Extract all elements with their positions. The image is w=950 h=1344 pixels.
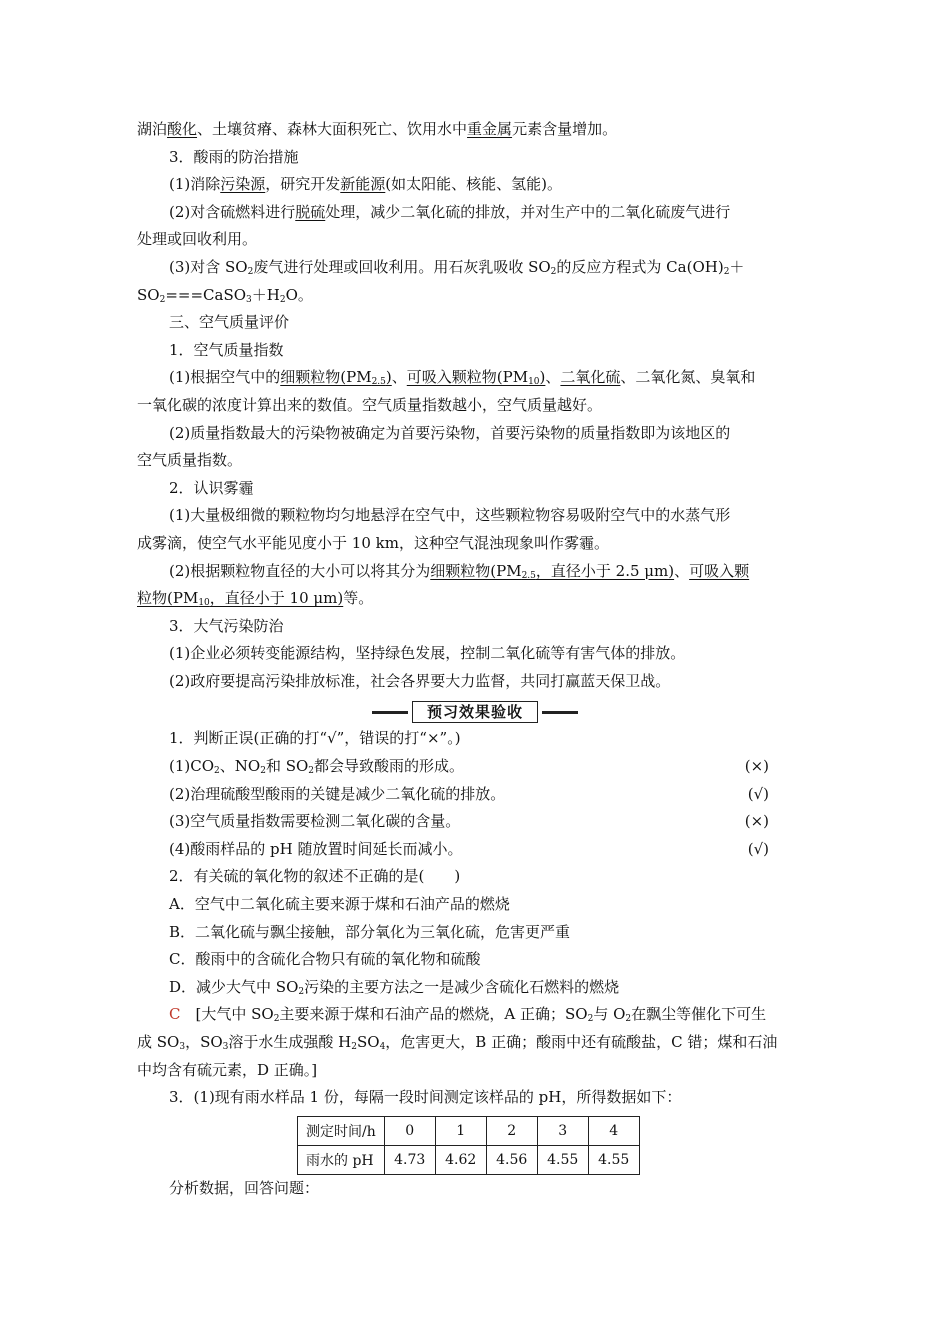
subscript: 2 bbox=[723, 266, 730, 277]
underlined-term: 新能源 bbox=[340, 175, 386, 194]
subscript: 2 bbox=[587, 1014, 594, 1025]
text: 的反应方程式为 Ca(OH) bbox=[556, 257, 724, 276]
banner-left-bar bbox=[372, 711, 408, 714]
subscript: 2.5 bbox=[371, 377, 386, 388]
text: (2)根据颗粒物直径的大小可以将其分为 bbox=[169, 561, 431, 580]
subscript: 2 bbox=[550, 266, 557, 277]
underlined-term: 重金属 bbox=[467, 120, 513, 138]
underlined-term bbox=[137, 589, 343, 607]
text: (1)消除 bbox=[169, 175, 221, 194]
paragraph-aqi-2: (2)质量指数最大的污染物被确定为首要污染物，首要污染物的质量指数即为该地区的 bbox=[169, 423, 731, 442]
paragraph-haze-1: (1)大量极细微的颗粒物均匀地悬浮在空气中，这些颗粒物容易吸附空气中的水蒸气形 bbox=[169, 506, 731, 525]
table-cell: 4.56 bbox=[486, 1145, 537, 1174]
underlined-term bbox=[430, 562, 674, 580]
text: ＋H bbox=[251, 285, 280, 304]
text: ，SO bbox=[185, 1033, 223, 1051]
text: 、土壤贫瘠、森林大面积死亡、饮用水中 bbox=[197, 120, 468, 138]
section-banner bbox=[137, 695, 813, 725]
table-cell: 1 bbox=[435, 1116, 486, 1145]
paragraph-aqi-1-cont: 一氧化碳的浓度计算出来的数值。空气质量指数越小，空气质量越好。 bbox=[137, 395, 603, 414]
subscript: 10 bbox=[528, 377, 540, 388]
text: (如太阳能、核能、氢能)。 bbox=[385, 175, 563, 194]
text: 等。 bbox=[343, 589, 374, 608]
paragraph-measure-2 bbox=[137, 199, 813, 227]
question-3-stem: 3．(1)现有雨水样品 1 份，每隔一段时间测定该样品的 pH，所得数据如下： bbox=[169, 1088, 682, 1107]
question-1-item bbox=[137, 781, 813, 809]
text: 污染的主要方法之一是减少含硫化石燃料的燃烧 bbox=[304, 977, 620, 996]
table-cell: 4.62 bbox=[435, 1145, 486, 1174]
underlined-term: 脱硫 bbox=[295, 202, 326, 221]
text: ) bbox=[385, 368, 392, 387]
text: 在飘尘等催化下可生 bbox=[631, 1005, 767, 1024]
answer-letter: C bbox=[169, 1005, 181, 1024]
judgement-mark: (√) bbox=[747, 839, 769, 858]
text: 废气进行处理或回收利用。用石灰乳吸收 SO bbox=[253, 257, 551, 276]
table-cell: 4 bbox=[588, 1116, 639, 1145]
subscript: 10 bbox=[198, 598, 210, 609]
text: 与 O bbox=[593, 1005, 626, 1024]
heading-acid-rain-prevention: 3．酸雨的防治措施 bbox=[169, 147, 299, 166]
subscript: 3 bbox=[179, 1042, 186, 1052]
paragraph-aqi-2-cont: 空气质量指数。 bbox=[137, 451, 243, 470]
paragraph-haze-2 bbox=[137, 558, 813, 586]
text: ===CaSO bbox=[165, 285, 247, 304]
text: (2)治理硫酸型酸雨的关键是减少二氧化硫的排放。 bbox=[169, 784, 506, 803]
heading-air-quality: 三、空气质量评价 bbox=[169, 313, 290, 332]
subscript: 2 bbox=[625, 1014, 632, 1025]
banner-label: 预习效果验收 bbox=[412, 701, 538, 723]
question-3-follow: 分析数据，回答问题： bbox=[169, 1178, 320, 1197]
text: (1)CO bbox=[169, 757, 215, 776]
text: ，直径小于 10 μm) bbox=[209, 589, 344, 608]
table-cell: 4.55 bbox=[588, 1145, 639, 1174]
text: 、 bbox=[391, 368, 407, 387]
paragraph-aqi-1 bbox=[137, 364, 813, 392]
subscript: 2 bbox=[214, 766, 220, 777]
text: (1)根据空气中的 bbox=[169, 368, 281, 387]
text: ) bbox=[539, 368, 546, 387]
underlined-term: 酸化 bbox=[167, 120, 198, 138]
judgement-mark: (×) bbox=[744, 757, 769, 776]
paragraph-measure-3 bbox=[137, 254, 813, 282]
text: D．减少大气中 SO bbox=[169, 977, 299, 996]
subscript: 2 bbox=[273, 1014, 280, 1025]
text: 处理，减少二氧化硫的排放，并对生产中的二氧化硫废气进行 bbox=[325, 202, 731, 221]
underlined-term: 污染源 bbox=[220, 175, 266, 194]
paragraph-haze-1-cont: 成雾滴，使空气水平能见度小于 10 km，这种空气混浊现象叫作雾霾。 bbox=[137, 533, 609, 552]
subscript: 2.5 bbox=[521, 570, 536, 581]
underlined-term: 二氧化硫 bbox=[560, 368, 621, 387]
judgement-mark: (√) bbox=[747, 784, 769, 803]
question-1-item bbox=[137, 808, 813, 836]
equation bbox=[137, 282, 813, 310]
underlined-term bbox=[407, 368, 546, 386]
question-1-item bbox=[137, 753, 813, 781]
question-1-stem: 1．判断正误(正确的打“√”，错误的打“×”。) bbox=[169, 729, 461, 748]
text: [大气中 SO bbox=[180, 1005, 274, 1024]
table-cell: 4.73 bbox=[384, 1145, 435, 1174]
paragraph-acid-effects bbox=[137, 116, 813, 144]
option-a: A．空气中二氧化硫主要来源于煤和石油产品的燃烧 bbox=[169, 895, 510, 914]
option-d bbox=[137, 974, 813, 1002]
table-cell: 雨水的 pH bbox=[298, 1145, 385, 1174]
text: 主要来源于煤和石油产品的燃烧，A 正确；SO bbox=[279, 1005, 588, 1024]
subscript: 3 bbox=[246, 294, 252, 305]
text: 、 bbox=[545, 368, 561, 387]
text: 、 bbox=[674, 561, 690, 580]
subscript: 2 bbox=[351, 1042, 357, 1052]
text: 可吸入颗粒物(PM bbox=[406, 368, 529, 387]
answer-explanation-cont bbox=[137, 1029, 813, 1057]
text: 溶于水生成强酸 H bbox=[228, 1033, 352, 1051]
text: 细颗粒物(PM bbox=[430, 561, 522, 580]
text: 和 SO bbox=[265, 757, 309, 776]
text: (4)酸雨样品的 pH 随放置时间延长而减小。 bbox=[169, 839, 463, 858]
paragraph-measure-2-cont: 处理或回收利用。 bbox=[137, 230, 258, 249]
heading-pollution-control: 3．大气污染防治 bbox=[169, 616, 284, 635]
table-row bbox=[298, 1145, 640, 1174]
question-1-item bbox=[137, 836, 813, 864]
table-row bbox=[298, 1116, 640, 1145]
text: ，直径小于 2.5 μm) bbox=[535, 561, 675, 580]
text: 、二氧化氮、臭氧和 bbox=[620, 368, 756, 387]
subscript: 2 bbox=[308, 766, 315, 777]
answer-explanation-end: 中均含有硫元素，D 正确。] bbox=[137, 1060, 318, 1079]
table-cell: 0 bbox=[384, 1116, 435, 1145]
text: (3)对含 SO bbox=[169, 257, 248, 276]
subscript: 2 bbox=[247, 266, 254, 277]
table-cell: 3 bbox=[537, 1116, 588, 1145]
text: 元素含量增加。 bbox=[512, 120, 618, 138]
question-2-stem: 2．有关硫的氧化物的叙述不正确的是( ) bbox=[169, 867, 461, 886]
text: 粒物(PM bbox=[137, 589, 199, 608]
banner-frame bbox=[372, 701, 578, 723]
heading-haze: 2．认识雾霾 bbox=[169, 478, 254, 497]
judgement-mark: (×) bbox=[744, 812, 769, 831]
text: (3)空气质量指数需要检测二氧化碳的含量。 bbox=[169, 812, 461, 831]
table-cell: 4.55 bbox=[537, 1145, 588, 1174]
underlined-term: 可吸入颗 bbox=[689, 561, 750, 580]
heading-aqi: 1．空气质量指数 bbox=[169, 340, 284, 359]
paragraph-haze-2-cont bbox=[137, 585, 813, 613]
ph-data-table bbox=[297, 1116, 640, 1175]
text: 成 SO bbox=[137, 1033, 180, 1051]
text: 、NO bbox=[219, 757, 261, 776]
subscript: 2 bbox=[279, 294, 286, 305]
table-cell: 2 bbox=[486, 1116, 537, 1145]
subscript: 4 bbox=[379, 1042, 386, 1052]
text: 细颗粒物(PM bbox=[280, 368, 372, 387]
document-page bbox=[137, 116, 813, 1202]
subscript: 3 bbox=[222, 1042, 229, 1052]
text: SO bbox=[356, 1033, 380, 1051]
text: O。 bbox=[285, 285, 313, 304]
text: ，研究开发 bbox=[265, 175, 341, 194]
paragraph-control-1: (1)企业必须转变能源结构，坚持绿色发展，控制二氧化硫等有害气体的排放。 bbox=[169, 644, 686, 663]
paragraph-measure-1 bbox=[137, 171, 813, 199]
text: 湖泊 bbox=[137, 120, 168, 138]
text: SO bbox=[137, 285, 160, 304]
subscript: 2 bbox=[260, 766, 266, 777]
table-cell: 测定时间/h bbox=[298, 1116, 385, 1145]
option-b: B．二氧化硫与飘尘接触，部分氧化为三氧化硫，危害更严重 bbox=[169, 922, 571, 941]
paragraph-control-2: (2)政府要提高污染排放标准，社会各界要大力监督，共同打赢蓝天保卫战。 bbox=[169, 671, 671, 690]
option-c: C．酸雨中的含硫化合物只有硫的氧化物和硫酸 bbox=[169, 950, 481, 969]
underlined-term bbox=[280, 368, 392, 386]
text: ，危害更大，B 正确；酸雨中还有硫酸盐，C 错；煤和石油 bbox=[385, 1033, 778, 1051]
answer-explanation bbox=[137, 1001, 813, 1029]
text: ＋ bbox=[729, 257, 745, 276]
banner-right-bar bbox=[542, 711, 578, 714]
text: (2)对含硫燃料进行 bbox=[169, 202, 296, 221]
subscript: 2 bbox=[159, 294, 166, 305]
text: 都会导致酸雨的形成。 bbox=[314, 757, 465, 776]
subscript: 2 bbox=[298, 986, 305, 997]
